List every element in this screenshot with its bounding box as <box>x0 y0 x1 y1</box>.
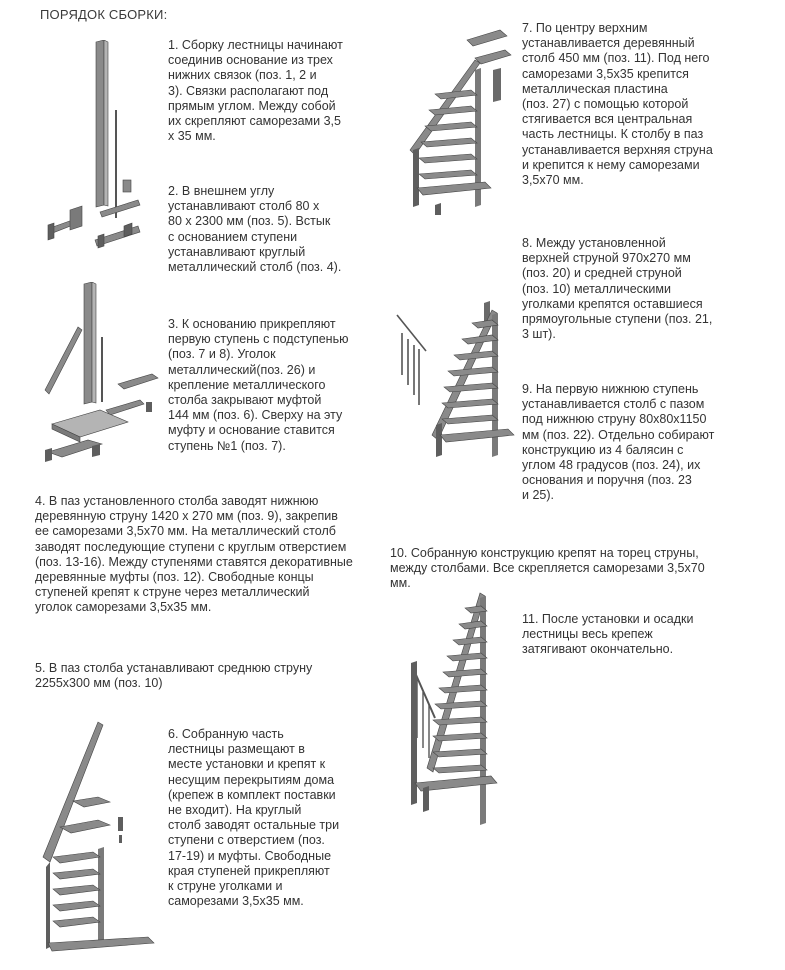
staircase-base-illustration <box>40 40 165 255</box>
figure-step-7 <box>405 10 520 215</box>
step-10-text: 10. Собранную конструкцию крепят на торец струны, между столбами. Все скрепляется саморезами 3,5х70 мм. <box>390 546 705 591</box>
figure-step-3 <box>40 282 165 472</box>
figure-step-11 <box>405 588 520 833</box>
step-5-text: 5. В паз столба устанавливают среднюю струну 2255х300 мм (поз. 10) <box>35 661 313 691</box>
figure-step-6 <box>38 717 163 957</box>
figure-step-8-9 <box>392 295 520 465</box>
figure-step-1-2 <box>40 40 165 255</box>
step-11-text: 11. После установки и осадки лестницы весь крепеж затягивают окончательно. <box>522 612 694 657</box>
upper-post-illustration <box>405 10 520 215</box>
balusters-and-stair-illustration <box>392 295 520 465</box>
first-step-illustration <box>40 282 165 472</box>
step-8-text: 8. Между установленной верхней струной 970х270 мм (поз. 20) и средней струной (поз. 10) металлическими уголками крепятся оставшиеся прямоугольные ступени (поз. 21, 3 шт). <box>522 236 713 342</box>
step-4-text: 4. В паз установленного столба заводят нижнюю деревянную струну 1420 х 270 мм (поз. 9), закрепив ее саморезами 3,5х70 мм. На металлический столб заводят последующие ступени с круглым отверстием (поз. 13-16). Между ступенями ставятся декоративные деревянные муфты (поз. 12). Свободные концы ступеней крепят к струне через металлический уголок саморезами 3,5х35 мм. <box>35 494 353 615</box>
finished-staircase-illustration <box>405 588 520 833</box>
page-title: ПОРЯДОК СБОРКИ: <box>40 7 168 22</box>
partial-stair-illustration <box>38 717 163 957</box>
step-9-text: 9. На первую нижнюю ступень устанавливается столб с пазом под нижнюю струну 80х80х1150 мм (поз. 22). Отдельно собирают конструкцию из 4 балясин с углом 48 градусов (поз. 24), их основания и поручня (поз. 23 и 25). <box>522 382 715 503</box>
step-2-text: 2. В внешнем углу устанавливают столб 80 х 80 х 2300 мм (поз. 5). Встык с основанием ступени устанавливают круглый металлический столб (поз. 4). <box>168 184 342 275</box>
step-1-text: 1. Сборку лестницы начинают соединив основание из трех нижних связок (поз. 1, 2 и 3). Связки располагают под прямым углом. Между собой их скрепляют саморезами 3,5 х 35 мм. <box>168 38 343 144</box>
step-3-text: 3. К основанию прикрепляют первую ступень с подступенью (поз. 7 и 8). Уголок металлический(поз. 26) и крепление металлического столба закрывают муфтой 144 мм (поз. 6). Сверху на эту муфту и основание ставится ступень №1 (поз. 7). <box>168 317 349 453</box>
step-7-text: 7. По центру верхним устанавливается деревянный столб 450 мм (поз. 11). Под него саморезами 3,5х35 крепится металлическая пластина (поз. 27) с помощью которой стягивается вся центральная часть лестницы. К столбу в паз устанавливается верхняя струна и крепится к нему саморезами 3,5х70 мм. <box>522 21 713 188</box>
step-6-text: 6. Собранную часть лестницы размещают в месте установки и крепят к несущим перекрытиям дома (крепеж в комплект поставки не входит). На круглый столб заводят остальные три ступени с отверстием (поз. 17-19) и муфты. Свободные края ступеней прикрепляют к струне уголками и саморезами 3,5х35 мм. <box>168 727 340 909</box>
